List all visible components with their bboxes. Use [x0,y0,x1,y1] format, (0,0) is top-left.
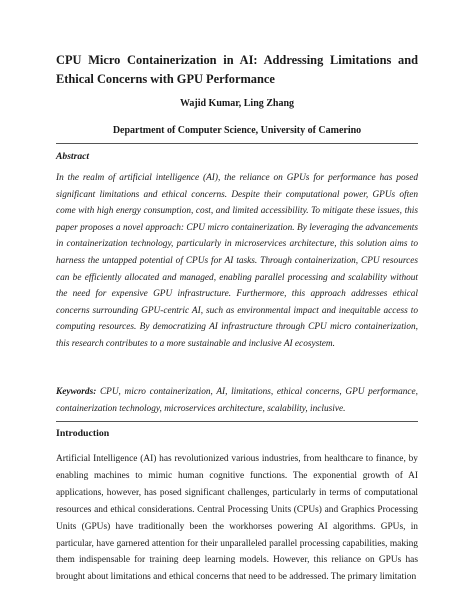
introduction-text: Artificial Intelligence (AI) has revolutionized various industries, from healthcare to finance, by enabling machines to mimic human cognitive functions. The exponential growth of AI applications, however, has posed significant challenges, particularly in terms of computational resources and ethical considerations. Central Processing Units (CPUs) and Graphics Processing Units (GPUs) have traditionally been the workhorses powering AI algorithms. GPUs, in particular, have garnered attention for their unparalleled parallel processing capabilities, making them indispensable for training deep learning models. However, this reliance on GPUs has brought about limitations and ethical concerns that need to be addressed. The primary limitation [56,454,418,583]
abstract-heading: Abstract [56,151,90,162]
keywords-label: Keywords: [56,387,97,397]
introduction-heading: Introduction [56,428,110,439]
paper-authors: Wajid Kumar, Ling Zhang [179,98,295,109]
paper-affiliation: Department of Computer Science, University of Camerino [112,125,362,136]
keywords-bottom-rule [56,421,418,422]
keywords-text: CPU, micro containerization, AI, limitations, ethical concerns, GPU performance, containerization technology, microservices architecture, scalability, inclusive. [56,387,418,414]
abstract-top-rule [56,143,418,144]
paper-title: CPU Micro Containerization in AI: Addressing Limitations and Ethical Concerns with GPU Performance [56,53,418,86]
abstract-text: In the realm of artificial intelligence (AI), the reliance on GPUs for performance has posed significant limitations and ethical concerns. Despite their computational power, GPUs often come with high energy consumption, cost, and limited accessibility. To mitigate these issues, this paper proposes a novel approach: CPU micro containerization. By leveraging the advancements in containerization technology, particularly in microservices architecture, this solution aims to harness the untapped potential of CPUs for AI tasks. Through containerization, CPU resources can be efficiently allocated and managed, enabling parallel processing and scalability without the need for expensive GPU infrastructure. Furthermore, this approach addresses ethical concerns surrounding GPU-centric AI, such as environmental impact and inequitable access to computing resources. By democratizing AI infrastructure through CPU micro containerization, this research contributes to a more sustainable and inclusive AI ecosystem. [56,173,418,349]
keywords-paragraph [56,384,418,417]
